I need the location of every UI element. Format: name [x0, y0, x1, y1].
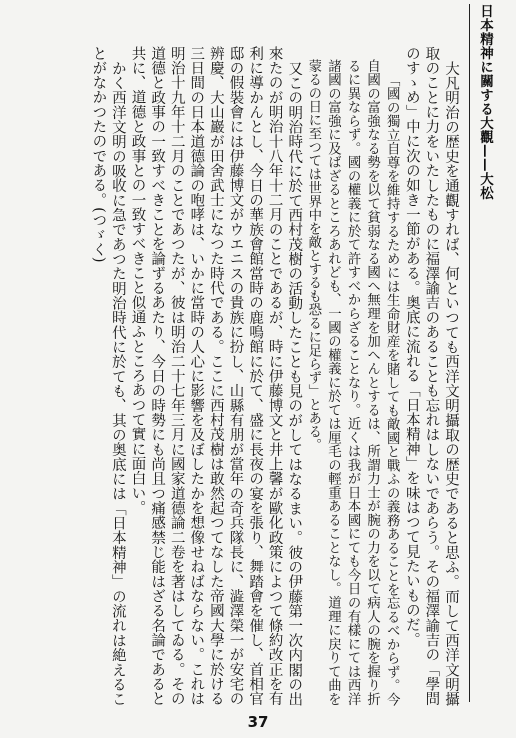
page-number: 37	[247, 713, 269, 731]
paragraph-1: 大凡明治の歴史を通觀すれば、何といつても西洋文明攝取の歴史であると思ふ。而して西洋文明攝取のことに力をいたしたものに福澤諭吉のあることも忘れはしないであらう。その福澤諭吉の「學問のすゝめ」中に次の如き一節がある。奥底に流れる「日本精神」を味はつて見たいものだ。	[403, 46, 459, 706]
main-text-column	[4, 46, 460, 706]
running-title: 日本精神に關する大觀——大松	[477, 4, 493, 200]
paragraph-3: かく西洋文明の吸收に急であつた明治時代に於ても、其の奥底には「日本精神」の流れは絶えることがなかつたのである。(つゞく)	[90, 46, 126, 706]
fukuzawa-quote	[303, 46, 401, 706]
quote-text: 「國の獨立自尊を維持するためには生命財産を賭しても敵國と戰ふの義務あることを忘るべからず。今自國の富強なる勢を以て貧弱なる國へ無理を加へんとするは、所謂力士が腕の力を以て病人の腕を握り折るに異ならず。國の權義に於て許すべからざることなり。近くは我が日本國にても今日の有樣にては西洋諸國の富強に及ばざるところあれども、一國の權義に於ては厘毛の輕重あることなし。道理に戻りて曲を蒙るの日に至つては世界中を敵とするも恐るに足らず」とある。	[305, 59, 400, 706]
paragraph-2: 又この明治時代に於て西村茂樹の活動したことも見のがしてはなるまい。彼の伊藤第一次内閣の出來たのが明治十八年十二月のことであるが、時に伊藤博文と井上馨が歐化政策によつて條約改正を有利に導かんとし、今日の華族會館當時の鹿鳴館に於て、盛に長夜の宴を張り、舞踏會を催し、首相官邸の假裝會には伊藤博文がウエニスの貴族に扮し、山縣有朋が當年の奇兵隊長に、澁澤榮一が安宅の辨慶、大山巖が田舍武士になつた時代である。ここに西村茂樹は敢然起つてなした帝國大學に於ける三日間の日本道德論の咆哮は、いかに當時の人心に影響を及ぼしたかを想像せねばならない。これは明治十九年十二月のことであつたが、彼は明治二十七年三月に國家道德論二卷を著はしてゐる。その道德と政事の一致すべきことを論ずるあたり、今日の時勢にも尚且つ痛感禁じ能はざる名論であると共に、道德と政事との一致すべきこと似通ふところあつて實に面白い。	[129, 46, 303, 706]
header-divider-line	[469, 4, 470, 702]
